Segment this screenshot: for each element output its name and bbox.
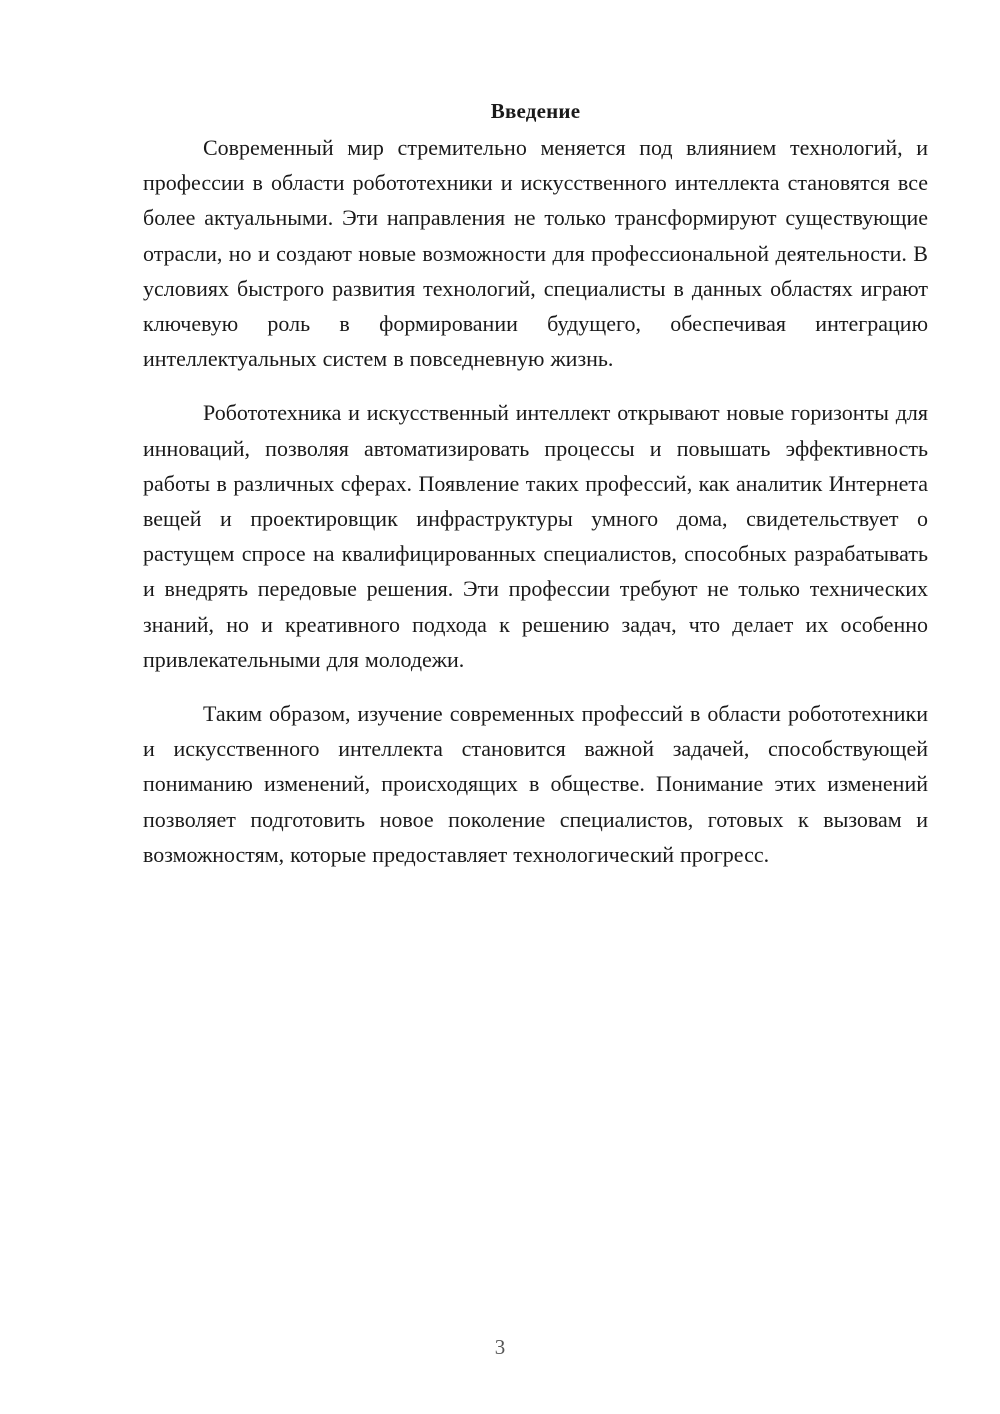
page-content (143, 98, 928, 891)
paragraph-1: Современный мир стремительно меняется под влиянием технологий, и профессии в области робототехники и искусственного интеллекта становятся все более актуальными. Эти направления не только трансформируют существующие отрасли, но и создают новые возможности для профессиональной деятельности. В условиях быстрого развития технологий, специалисты в данных областях играют ключевую роль в формировании будущего, обеспечивая интеграцию интеллектуальных систем в повседневную жизнь. (143, 135, 928, 372)
paragraph-3: Таким образом, изучение современных профессий в области робототехники и искусственного интеллекта становится важной задачей, способствующей пониманию изменений, происходящих в обществе. Понимание этих изменений позволяет подготовить новое поколение специалистов, готовых к вызовам и возможностям, которые предоставляет технологический прогресс. (143, 701, 928, 867)
paragraph-2: Робототехника и искусственный интеллект открывают новые горизонты для инноваций, позволяя автоматизировать процессы и повышать эффективность работы в различных сферах. Появление таких профессий, как аналитик Интернета вещей и проектировщик инфраструктуры умного дома, свидетельствует о растущем спросе на квалифицированных специалистов, способных разрабатывать и внедрять передовые решения. Эти профессии требуют не только технических знаний, но и креативного подхода к решению задач, что делает их особенно привлекательными для молодежи. (143, 400, 928, 672)
page-number: 3 (494, 1335, 506, 1359)
section-heading: Введение (490, 99, 581, 123)
